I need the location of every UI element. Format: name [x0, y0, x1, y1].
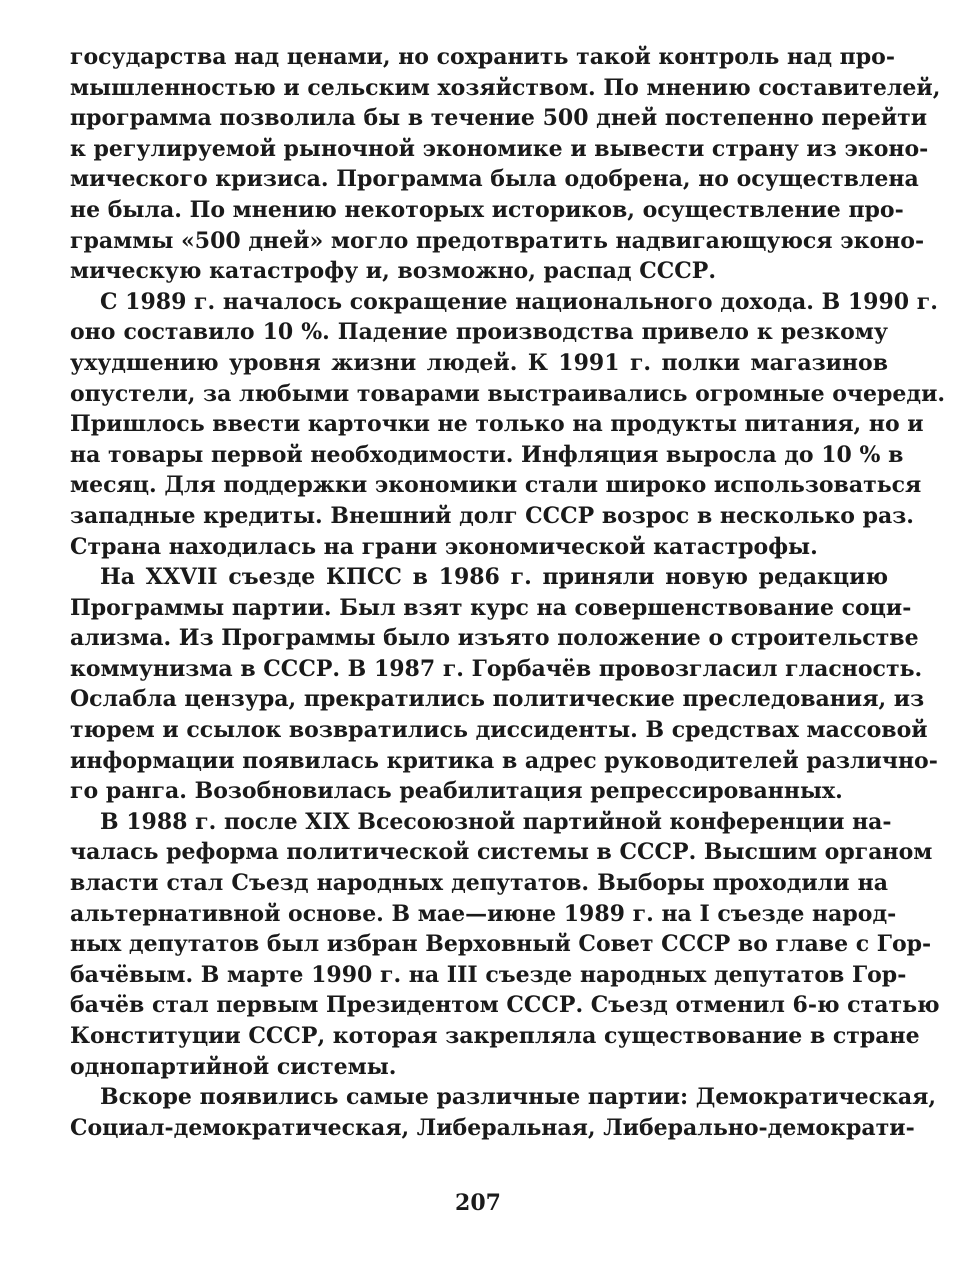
text-line: го ранга. Возобновилась реабилитация репрессированных. — [70, 778, 843, 805]
text-line: к регулируемой рыночной экономике и вывести страну из эконо- — [70, 135, 929, 162]
text-line: западные кредиты. Внешний долг СССР возрос в несколько раз. — [70, 502, 914, 529]
text-line: бачёвым. В марте 1990 г. на III съезде народных депутатов Гор- — [70, 961, 907, 988]
paragraph — [70, 807, 940, 1082]
text-line: альтернативной основе. В мае—июне 1989 г. на I съезде народ- — [70, 900, 897, 927]
text-line: не была. По мнению некоторых историков, осуществление про- — [70, 196, 904, 223]
text-line: Пришлось ввести карточки не только на продукты питания, но и — [70, 411, 924, 438]
text-line: Вскоре появились самые различные партии: Демократическая, — [100, 1084, 937, 1111]
text-line: ухудшению уровня жизни людей. К 1991 г. полки магазинов — [70, 349, 888, 376]
text-line: Страна находилась на грани экономической катастрофы. — [70, 533, 818, 560]
paragraph — [70, 42, 941, 287]
text-line: Ослабла цензура, прекратились политические преследования, из — [70, 686, 925, 713]
text-line: Социал-демократическая, Либеральная, Либерально-демократи- — [70, 1114, 915, 1141]
text-line: ализма. Из Программы было изъято положение о строительстве — [70, 625, 919, 652]
paragraph — [70, 562, 938, 807]
text-line: на товары первой необходимости. Инфляция выросла до 10 % в — [70, 441, 904, 468]
text-line: власти стал Съезд народных депутатов. Выборы проходили на — [70, 870, 888, 897]
text-line: бачёв стал первым Президентом СССР. Съезд отменил 6-ю статью — [70, 992, 940, 1019]
text-line: С 1989 г. началось сокращение национального дохода. В 1990 г. — [100, 288, 938, 315]
text-line: информации появилась критика в адрес руководителей различно- — [70, 747, 938, 774]
text-line: государства над ценами, но сохранить такой контроль над про- — [70, 44, 895, 70]
text-line: Программы партии. Был взят курс на совершенствование соци- — [70, 594, 912, 621]
text-line: В 1988 г. после XIX Всесоюзной партийной конференции на- — [100, 808, 892, 835]
text-line: граммы «500 дней» могло предотвратить надвигающуюся эконо- — [70, 227, 925, 254]
text-line: коммунизма в СССР. В 1987 г. Горбачёв провозгласил гласность. — [70, 655, 923, 682]
text-line: опустели, за любыми товарами выстраивались огромные очереди. — [70, 380, 946, 407]
text-line: мического кризиса. Программа была одобрена, но осуществлена — [70, 166, 919, 193]
text-line: однопартийной системы. — [70, 1053, 397, 1080]
text-line: мышленностью и сельским хозяйством. По мнению составителей, — [70, 74, 941, 101]
text-line: На XXVII съезде КПСС в 1986 г. приняли новую редакцию — [100, 564, 888, 591]
text-line: Конституции СССР, которая закрепляла существование в стране — [70, 1023, 920, 1049]
text-line: оно составило 10 %. Падение производства привело к резкому — [70, 319, 888, 346]
body-text — [70, 42, 946, 1143]
text-line: тюрем и ссылок возвратились диссиденты. В средствах массовой — [70, 717, 928, 744]
text-line: мическую катастрофу и, возможно, распад СССР. — [70, 258, 716, 285]
text-line: программа позволила бы в течение 500 дней постепенно перейти — [70, 105, 928, 132]
text-line: чалась реформа политической системы в СССР. Высшим органом — [70, 839, 933, 866]
paragraph — [70, 287, 946, 562]
text-line: ных депутатов был избран Верховный Совет СССР во главе с Гор- — [70, 931, 932, 958]
page-number: 207 — [455, 1190, 501, 1216]
text-line: месяц. Для поддержки экономики стали широко использоваться — [70, 472, 922, 499]
paragraph — [70, 1082, 937, 1143]
